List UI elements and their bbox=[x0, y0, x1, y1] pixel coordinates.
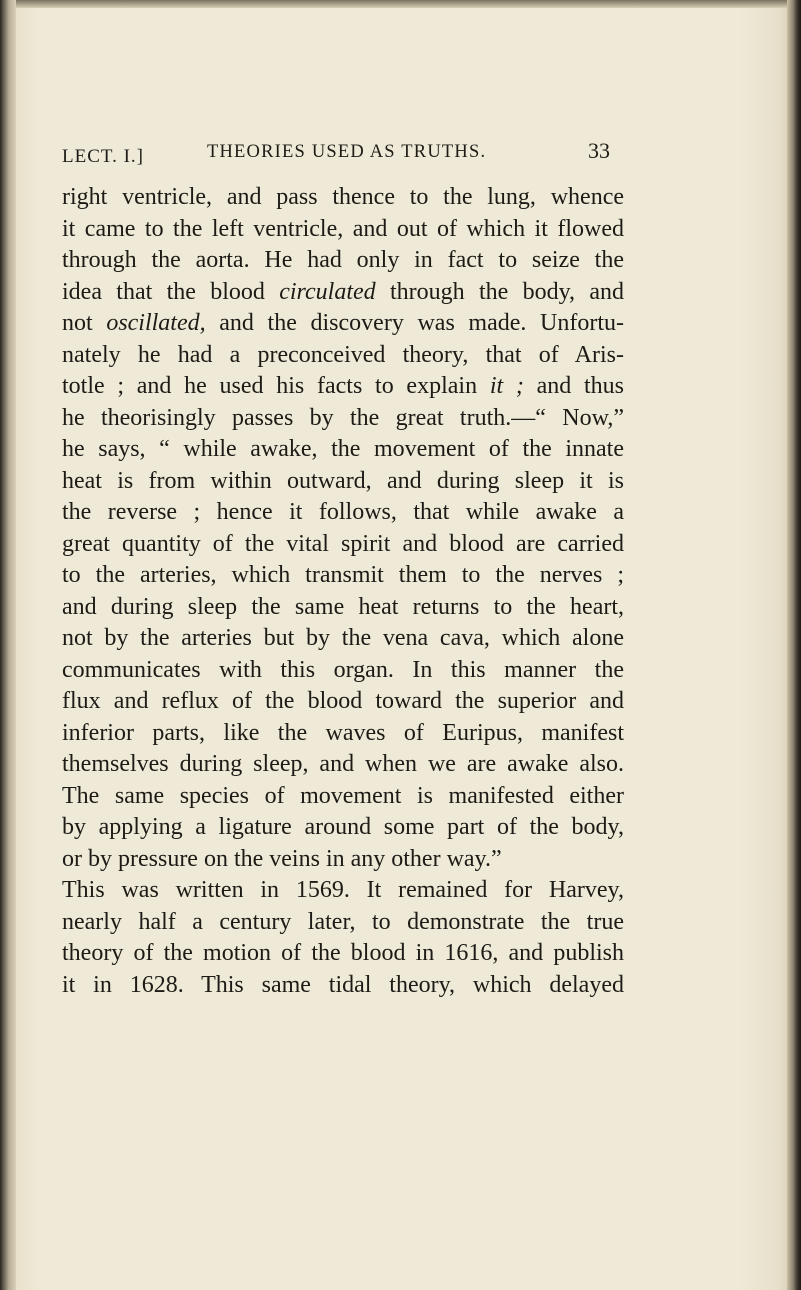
text-line: nately he had a preconceived theory, that of Aris- bbox=[62, 341, 624, 368]
text-line: This was written in 1569. It remained for Harvey, bbox=[62, 877, 624, 903]
text-line: great quantity of the vital spirit and blood are carried bbox=[62, 530, 624, 557]
running-header bbox=[62, 140, 630, 174]
text-line: or by pressure on the veins in any other way.” bbox=[62, 845, 502, 872]
italic-emphasis: it ; bbox=[489, 373, 524, 399]
text-line: the reverse ; hence it follows, that while awake a bbox=[62, 499, 624, 525]
text-line: not by the arteries but by the vena cava, which alone bbox=[62, 625, 624, 651]
running-title: THEORIES USED AS TRUTHS. bbox=[207, 142, 487, 162]
text-line: by applying a ligature around some part of the body, bbox=[62, 814, 624, 840]
italic-emphasis: circulated bbox=[279, 278, 376, 305]
text-line: flux and reflux of the blood toward the superior and bbox=[62, 688, 624, 714]
page-number: 33 bbox=[588, 138, 610, 163]
text-line: heat is from within outward, and during sleep it is bbox=[62, 467, 624, 494]
text-line: communicates with this organ. In this manner the bbox=[62, 656, 624, 683]
body-paragraph bbox=[62, 182, 624, 1001]
page-right-edge bbox=[787, 0, 801, 1290]
text-line: to the arteries, which transmit them to the nerves ; bbox=[62, 562, 624, 588]
text-line: nearly half a century later, to demonstrate the true bbox=[62, 908, 624, 935]
text-line: it came to the left ventricle, and out of which it flowed bbox=[62, 215, 624, 242]
italic-emphasis: oscillated, bbox=[106, 310, 206, 336]
binding-gutter bbox=[0, 0, 16, 1290]
lecture-label: LECT. I.] bbox=[62, 146, 144, 167]
text-line: he says, “ while awake, the movement of the innate bbox=[62, 436, 624, 462]
text-line: right ventricle, and pass thence to the lung, whence bbox=[62, 184, 624, 210]
text-line: totle ; and he used his facts to explain it ; and thus bbox=[62, 373, 624, 399]
page-top-edge bbox=[0, 0, 801, 8]
text-line: through the aorta. He had only in fact to seize the bbox=[62, 247, 624, 273]
text-line: The same species of movement is manifested either bbox=[62, 782, 624, 809]
text-line: theory of the motion of the blood in 1616, and publish bbox=[62, 940, 624, 966]
text-line: themselves during sleep, and when we are awake also. bbox=[62, 751, 624, 777]
text-line: inferior parts, like the waves of Euripus, manifest bbox=[62, 719, 624, 746]
text-line: idea that the blood circulated through the body, and bbox=[62, 278, 625, 305]
text-line: not oscillated, and the discovery was made. Unfortu- bbox=[62, 310, 624, 336]
text-line: and during sleep the same heat returns to the heart, bbox=[62, 593, 624, 620]
text-line: he theorisingly passes by the great truth.—“ Now,” bbox=[62, 404, 624, 431]
text-line: it in 1628. This same tidal theory, which delayed bbox=[62, 971, 624, 998]
